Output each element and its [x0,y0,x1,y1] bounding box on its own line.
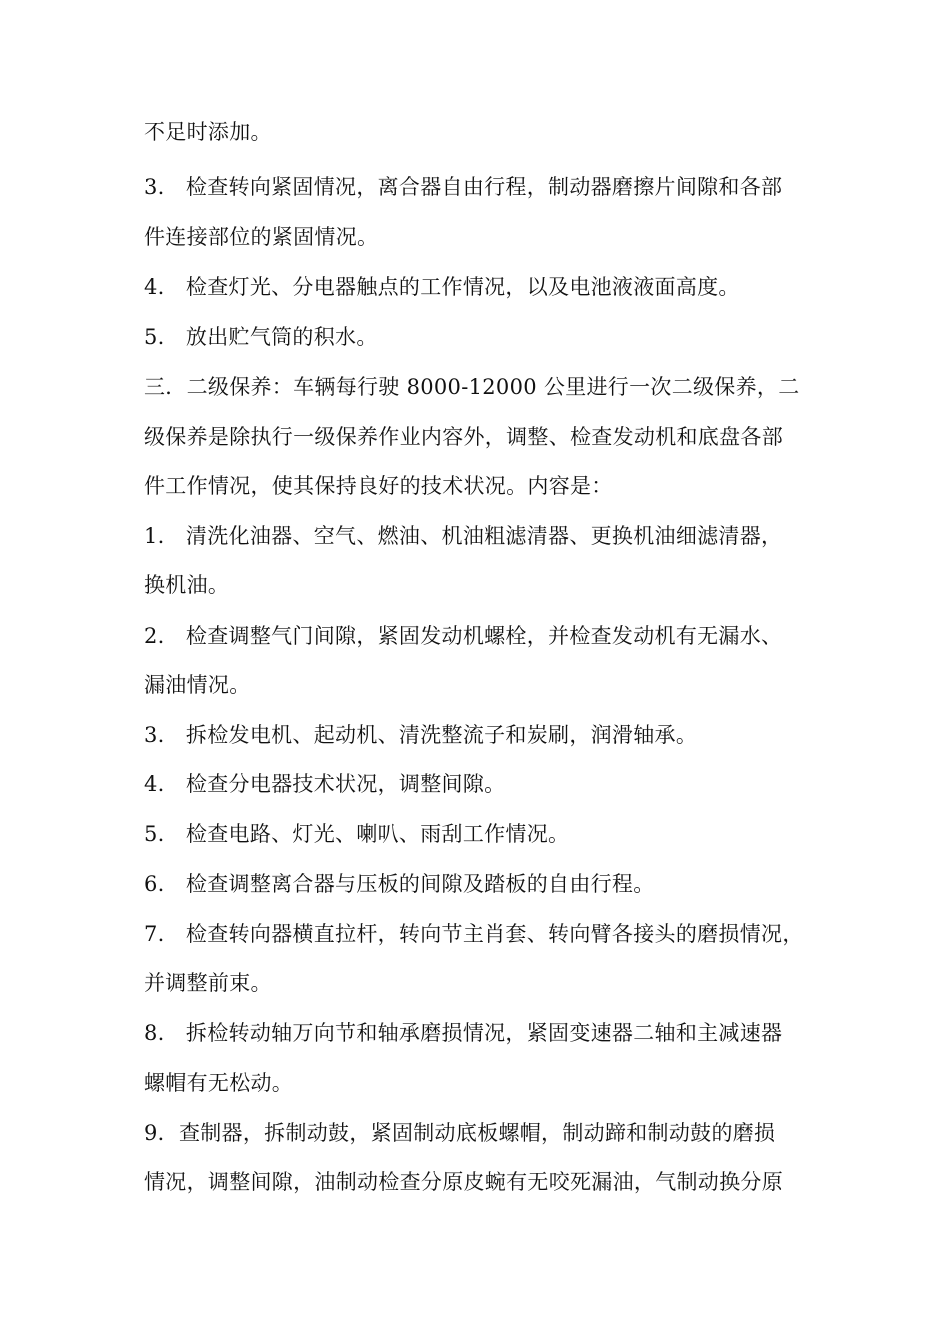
text-line: 4. 检查灯光、分电器触点的工作情况，以及电池液液面高度。 [144,275,740,299]
section-heading: 三．二级保养：车辆每行驶 8000-12000 公里进行一次二级保养，二 [144,375,800,399]
text-line: 3. 检查转向紧固情况，离合器自由行程，制动器磨擦片间隙和各部 [144,175,783,199]
text-line: 2. 检查调整气门间隙，紧固发动机螺栓，并检查发动机有无漏水、 [144,624,783,648]
text-line: 件连接部位的紧固情况。 [144,225,379,249]
text-line: 5. 检查电路、灯光、喇叭、雨刮工作情况。 [144,822,570,846]
text-line: 5. 放出贮气筒的积水。 [144,325,378,349]
text-line: 9．查制器，拆制动鼓，紧固制动底板螺帽，制动蹄和制动鼓的磨损 [144,1121,776,1145]
text-line: 情况，调整间隙，油制动检查分原皮蜿有无咬死漏油，气制动换分原 [144,1170,783,1194]
text-line: 1. 清洗化油器、空气、燃油、机油粗滤清器、更换机油细滤清器， [144,524,783,548]
text-line: 6. 检查调整离合器与压板的间隙及踏板的自由行程。 [144,872,655,896]
text-line: 4. 检查分电器技术状况，调整间隙。 [144,772,506,796]
text-line: 级保养是除执行一级保养作业内容外，调整、检查发动机和底盘各部 [144,425,783,449]
text-line: 件工作情况，使其保持良好的技术状况。内容是： [144,474,613,498]
text-line: 并调整前束。 [144,971,272,995]
text-line: 不足时添加。 [144,120,272,144]
text-line: 换机油。 [144,573,230,597]
text-line: 3. 拆检发电机、起动机、清洗整流子和炭刷，润滑轴承。 [144,723,698,747]
text-line: 7. 检查转向器横直拉杆，转向节主肖套、转向臂各接头的磨损情况， [144,922,804,946]
text-line: 螺帽有无松动。 [144,1071,294,1095]
text-line: 漏油情况。 [144,673,251,697]
text-line: 8. 拆检转动轴万向节和轴承磨损情况，紧固变速器二轴和主减速器 [144,1021,783,1045]
